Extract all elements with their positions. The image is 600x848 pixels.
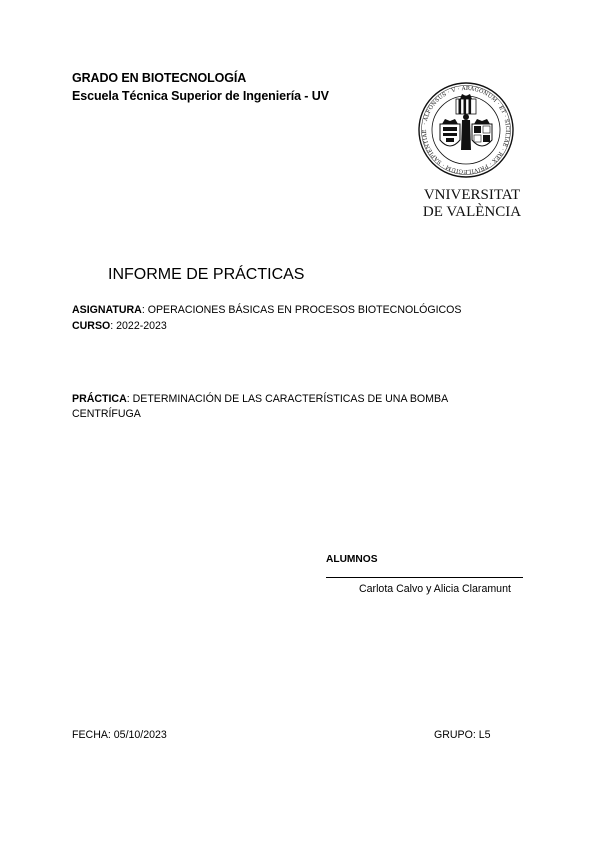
course-field [72,319,167,334]
degree-title: GRADO EN BIOTECNOLOGÍA [72,71,247,85]
subject-field [72,303,462,318]
school-name: Escuela Técnica Superior de Ingeniería - UV [72,89,329,103]
report-title: INFORME DE PRÁCTICAS [108,266,305,283]
group-label: GRUPO: L5 [434,729,491,741]
course-label: CURSO [72,320,111,332]
wordmark-line1: VNIVERSITAT [423,187,521,203]
seal-text: · ALFONSUS · V · ARAGONUM · ET · SICILIAE · REX · PRIVILEGIUM · SAPIENTIAE [421,85,511,175]
students-underline [326,577,523,578]
wordmark-line2: DE VALÈNCIA [422,204,522,220]
students-names: Carlota Calvo y Alicia Claramunt [359,583,511,595]
subject-value: : OPERACIONES BÁSICAS EN PROCESOS BIOTECNOLÓGICOS [141,304,462,316]
course-value: : 2022-2023 [110,320,167,332]
report-date: FECHA: 05/10/2023 [72,729,167,741]
university-logo [416,80,528,222]
practice-label: PRÁCTICA [72,393,127,405]
subject-label: ASIGNATURA [72,304,142,316]
practice-field [72,392,472,422]
students-heading: ALUMNOS [326,554,378,565]
university-seal-icon [416,80,528,222]
practice-value: : DETERMINACIÓN DE LAS CARACTERÍSTICAS DE UNA BOMBA CENTRÍFUGA [72,393,448,420]
